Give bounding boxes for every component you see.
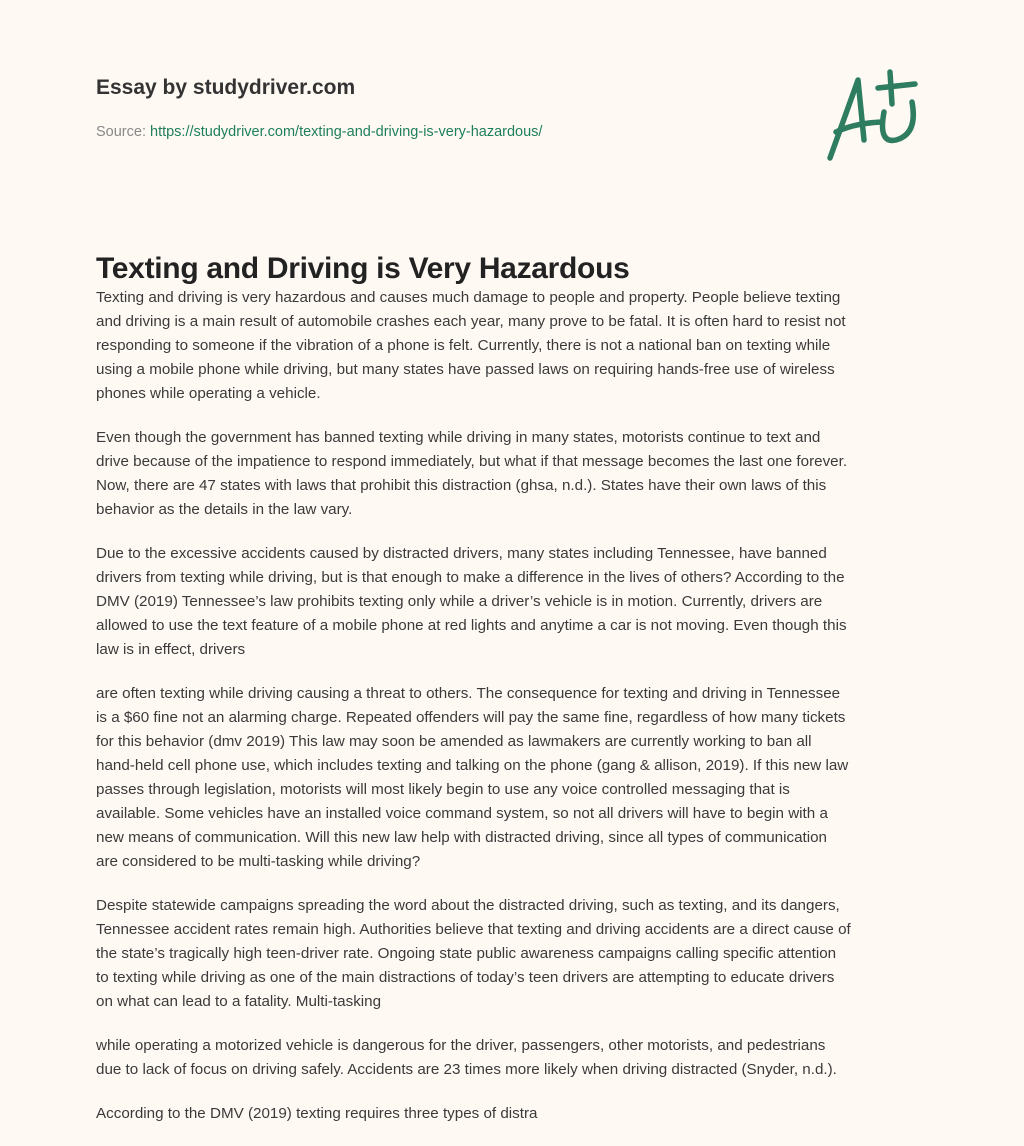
paragraph-line: DMV (2019) Tennessee’s law prohibits texting only while a driver’s vehicle is in motion. Currently, drivers are [96,593,823,610]
paragraph-line: are often texting while driving causing a threat to others. The consequence for texting and driving in Tennessee [96,685,841,702]
paragraph-line: Even though the government has banned texting while driving in many states, motorists continue to text and [96,429,821,446]
paragraph-line: new means of communication. Will this new law help with distracted driving, since all types of communication [96,829,828,846]
source-link[interactable]: https://studydriver.com/texting-and-driving-is-very-hazardous/ [150,124,543,140]
essay-body [96,286,946,1146]
paragraph-line: hand-held cell phone use, which includes texting and talking on the phone (gang & allison, 2019). If this new law [96,757,849,774]
paragraph-line: passes through legislation, motorists will most likely begin to use any voice controlled messaging that is [96,781,790,798]
essay-paragraph [96,542,946,662]
paragraph-line: to texting while driving as one of the main distractions of today’s teen drivers are attempting to educate drivers [96,969,835,986]
paragraph-line: Tennessee accident rates remain high. Authorities believe that texting and driving accidents are a direct cause of [96,921,851,938]
paragraph-line: on what can lead to a fatality. Multi-tasking [96,993,382,1010]
paragraph-line: and driving is a main result of automobile crashes each year, many prove to be fatal. It is often hard to resist not [96,313,846,330]
source-label: Source: [96,124,150,140]
source-line [96,124,542,140]
paragraph-line: for this behavior (dmv 2019) This law may soon be amended as lawmakers are currently working to ban all [96,733,812,750]
paragraph-line: Texting and driving is very hazardous and causes much damage to people and property. People believe texting [96,289,841,306]
paragraph-line: is a $60 fine not an alarming charge. Repeated offenders will pay the same fine, regardless of how many tickets [96,709,846,726]
paragraph-line: the state’s tragically high teen-driver rate. Ongoing state public awareness campaigns calling specific attention [96,945,837,962]
essay-paragraph [96,286,946,406]
paragraph-line: responding to someone if the vibration of a phone is felt. Currently, there is not a national ban on texting while [96,337,831,354]
paragraph-line: law is in effect, drivers [96,641,246,658]
essay-paragraph [96,682,946,874]
paragraph-line: drive because of the impatience to respond immediately, but what if that message becomes the last one forever. [96,453,848,470]
essay-paragraph [96,1102,946,1126]
paragraph-line: are considered to be multi-tasking while driving? [96,853,421,870]
paragraph-line: available. Some vehicles have an installed voice command system, so not all drivers will have to begin with a [96,805,828,822]
paragraph-line: while operating a motorized vehicle is dangerous for the driver, passengers, other motorists, and pedestrians [96,1037,826,1054]
paragraph-line: Due to the excessive accidents caused by distracted drivers, many states including Tennessee, have banned [96,545,827,562]
essay-paragraph [96,894,946,1014]
essay-paragraph [96,426,946,522]
paragraph-line: drivers from texting while driving, but is that enough to make a difference in the lives of others? According to the [96,569,845,586]
paragraph-line: Despite statewide campaigns spreading the word about the distracted driving, such as texting, and its dangers, [96,897,840,914]
paragraph-line: Now, there are 47 states with laws that prohibit this distraction (ghsa, n.d.). States have their own laws of this [96,477,827,494]
essay-title: Texting and Driving is Very Hazardous [96,252,630,285]
paragraph-line: phones while operating a vehicle. [96,385,321,402]
paragraph-line: behavior as the details in the law vary. [96,501,353,518]
paragraph-line: due to lack of focus on driving safely. Accidents are 23 times more likely when driving distracted (Snyder, n.d.). [96,1061,837,1078]
paragraph-line: According to the DMV (2019) texting requires three types of distra [96,1105,538,1122]
essay-paragraph [96,1034,946,1082]
paragraph-line: using a mobile phone while driving, but many states have passed laws on requiring hands-free use of wireless [96,361,835,378]
brand-heading: Essay by studydriver.com [96,76,356,99]
a-plus-logo-icon [820,68,930,168]
paragraph-line: allowed to use the text feature of a mobile phone at red lights and anytime a car is not moving. Even though this [96,617,847,634]
